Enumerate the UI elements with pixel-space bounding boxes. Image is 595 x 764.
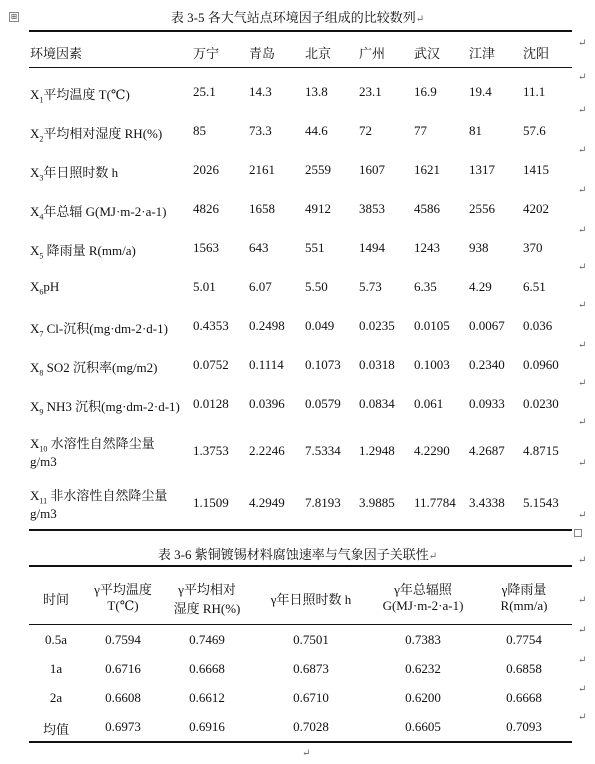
table1-cell: 5.1543: [523, 495, 559, 510]
label-subscript: 11: [39, 496, 48, 506]
table1-cell: 1658: [249, 201, 275, 216]
table2-cell: 0.6668: [189, 661, 225, 676]
table1-cell: 85: [193, 123, 206, 138]
table2-bottom-rule: [29, 741, 572, 743]
table1-header-cell: 江津: [469, 46, 496, 61]
paragraph-mark-icon: ↵: [578, 684, 587, 695]
table1-cell: 370: [523, 240, 543, 255]
table1-cell: 1.1509: [193, 495, 229, 510]
table2-header-cell: [474, 579, 574, 614]
table1-cell: 1.2948: [359, 443, 395, 458]
label-text: SO2 沉积率(mg/m2): [43, 360, 158, 375]
paragraph-mark-icon: ↵: [578, 72, 587, 83]
table2-cell: 0.7594: [105, 632, 141, 647]
table2-header-rule: [29, 624, 572, 625]
table1-row-label: [30, 201, 167, 222]
table1-cell: 11.7784: [414, 495, 456, 510]
label-text: 平均温度 T(℃): [43, 87, 130, 102]
table2-cell: 0.7093: [506, 719, 542, 734]
table1-cell: 4586: [414, 201, 440, 216]
paragraph-mark-icon: ↵: [578, 712, 587, 723]
label-prefix: X: [30, 360, 40, 375]
label-prefix: X: [30, 126, 40, 141]
label-prefix: X: [30, 436, 40, 451]
table1-cell: 4202: [523, 201, 549, 216]
label-text: pH: [43, 279, 60, 294]
header-line1: γ平均相对: [178, 582, 236, 597]
table2-cell: 0.6668: [506, 690, 542, 705]
table1-cell: 2559: [305, 162, 331, 177]
table1-cell: 4912: [305, 201, 331, 216]
paragraph-mark-icon: ↵: [578, 655, 587, 666]
table2-caption: [0, 544, 595, 563]
table1-cell: 7.8193: [305, 495, 341, 510]
table1-header-rule: [29, 67, 572, 68]
table2-cell: 0.6973: [105, 719, 141, 734]
table1-row-label: [30, 357, 158, 378]
table1-cell: 0.0128: [193, 396, 229, 411]
table1-cell: 0.061: [414, 396, 444, 411]
header-line1: γ年日照时数 h: [270, 592, 352, 607]
label-prefix: X: [30, 87, 40, 102]
table1-cell: 0.1003: [414, 357, 450, 372]
table1-cell: 2556: [469, 201, 495, 216]
table1-cell: 0.036: [523, 318, 553, 333]
table1-row-label: [30, 162, 118, 183]
table1-cell: 6.35: [414, 279, 437, 294]
table1-cell: 0.0960: [523, 357, 559, 372]
table2-header-cell: [261, 589, 361, 608]
paragraph-mark-icon: ↵: [578, 458, 587, 469]
table2-header-cell: [157, 579, 257, 617]
table1-cell: 0.0396: [249, 396, 285, 411]
table2-cell: 0.6608: [105, 690, 141, 705]
label-subscript: 8: [39, 368, 44, 378]
paragraph-mark-icon: ↵: [302, 748, 311, 759]
table1-cell: 57.6: [523, 123, 546, 138]
table1-cell: 2026: [193, 162, 219, 177]
table1-cell: 0.0067: [469, 318, 505, 333]
table1-row-label: [30, 123, 162, 144]
table1-bottom-rule: [29, 529, 572, 531]
table1-cell: 25.1: [193, 84, 216, 99]
paragraph-mark-icon: ↵: [578, 145, 587, 156]
table1-cell: 643: [249, 240, 269, 255]
header-line1: γ降雨量: [501, 582, 547, 597]
table2-cell: 0.6858: [506, 661, 542, 676]
label-subscript: 5: [39, 251, 44, 261]
label-subscript: 10: [39, 444, 48, 454]
table1-cell: 4.2687: [469, 443, 505, 458]
label-text: Cl-沉积(mg·dm-2·d-1): [43, 321, 168, 336]
table2-row-label: 均值: [42, 722, 69, 737]
paragraph-mark-icon: ↵: [578, 105, 587, 116]
table1-cell: 3.4338: [469, 495, 505, 510]
paragraph-mark-icon: ↵: [578, 595, 587, 606]
table1-cell: 1415: [523, 162, 549, 177]
table1-cell: 44.6: [305, 123, 328, 138]
table2-caption-text: 表 3-6 紫铜镀锡材料腐蚀速率与气象因子关联性: [157, 547, 429, 562]
label-prefix: X: [30, 204, 40, 219]
table1-row-label: [30, 433, 155, 470]
table1-top-rule: [29, 30, 572, 32]
paragraph-mark-icon: ↵: [578, 625, 587, 636]
table1-header-cell: 青岛: [249, 46, 276, 61]
label-text: 平均相对湿度 RH(%): [43, 126, 163, 141]
table1-cell: 72: [359, 123, 372, 138]
table1-cell: 1563: [193, 240, 219, 255]
paragraph-mark-icon: ↵: [578, 555, 587, 566]
table1-cell: 19.4: [469, 84, 492, 99]
label-text: 年总辐 G(MJ·m-2·a-1): [43, 204, 167, 219]
label-subscript: 6: [39, 287, 44, 297]
paragraph-mark-icon: ↵: [578, 225, 587, 236]
table1-cell: 77: [414, 123, 427, 138]
table1-cell: 5.73: [359, 279, 382, 294]
table1-cell: 81: [469, 123, 482, 138]
label-prefix: X: [30, 165, 40, 180]
table1-cell: 2.2246: [249, 443, 285, 458]
table2-cell: 0.6710: [293, 690, 329, 705]
table1-cell: 5.01: [193, 279, 216, 294]
header-line1: γ年总辐照: [394, 582, 452, 597]
label-text: 年日照时数 h: [43, 165, 119, 180]
table1-row-label: [30, 318, 168, 339]
table-resize-handle[interactable]: [574, 529, 582, 537]
label-unit: g/m3: [30, 453, 57, 469]
table2-cell: 0.6716: [105, 661, 141, 676]
table1-caption: [0, 7, 595, 26]
table1-cell: 14.3: [249, 84, 272, 99]
label-subscript: 3: [39, 173, 44, 183]
table1-cell: 0.0834: [359, 396, 395, 411]
label-prefix: X: [30, 321, 40, 336]
table2-cell: 0.6605: [405, 719, 441, 734]
table1-row-label: [30, 485, 167, 522]
table1-cell: 0.0230: [523, 396, 559, 411]
table1-cell: 4.2949: [249, 495, 285, 510]
header-line2: T(℃): [107, 598, 139, 613]
table1-cell: 6.07: [249, 279, 272, 294]
table-anchor-icon[interactable]: ⊞: [10, 12, 18, 21]
header-line1: 时间: [42, 592, 69, 607]
table1-cell: 3.9885: [359, 495, 395, 510]
table1-header-cell: 北京: [305, 46, 332, 61]
table1-row-label: [30, 279, 59, 297]
table1-cell: 1317: [469, 162, 495, 177]
table1-cell: 0.0933: [469, 396, 505, 411]
table2-cell: 0.7501: [293, 632, 329, 647]
table2-cell: 0.6916: [189, 719, 225, 734]
table1-cell: 1621: [414, 162, 440, 177]
table2-cell: 0.6232: [405, 661, 441, 676]
table1-header-cell: 环境因素: [30, 46, 83, 61]
label-unit: g/m3: [30, 505, 57, 521]
label-prefix: X: [30, 279, 40, 294]
table1-cell: 1607: [359, 162, 385, 177]
label-subscript: 4: [39, 212, 44, 222]
table1-cell: 4826: [193, 201, 219, 216]
table1-header-cell: 万宁: [193, 46, 220, 61]
paragraph-mark-icon: ↵: [428, 551, 438, 562]
label-text: NH3 沉积(mg·dm-2·d-1): [43, 399, 180, 414]
table1-cell: 5.50: [305, 279, 328, 294]
paragraph-mark-icon: ↵: [415, 14, 425, 25]
table1-row-label: [30, 84, 130, 105]
table1-row-label: [30, 240, 136, 261]
label-subscript: 9: [39, 407, 44, 417]
table1-cell: 73.3: [249, 123, 272, 138]
paragraph-mark-icon: ↵: [578, 262, 587, 273]
table1-cell: 3853: [359, 201, 385, 216]
table1-cell: 0.4353: [193, 318, 229, 333]
table2-row-label: 2a: [49, 690, 63, 705]
table1-header-cell: 沈阳: [523, 46, 550, 61]
table1-cell: 938: [469, 240, 489, 255]
table2-cell: 0.6873: [293, 661, 329, 676]
table1-caption-text: 表 3-5 各大气站点环境因子组成的比较数列: [170, 10, 416, 25]
table1-cell: 0.1073: [305, 357, 341, 372]
label-subscript: 7: [39, 329, 44, 339]
table1-cell: 1243: [414, 240, 440, 255]
table1-cell: 0.0105: [414, 318, 450, 333]
table1-cell: 551: [305, 240, 325, 255]
table2-cell: 0.7754: [506, 632, 542, 647]
table1-header-cell: 武汉: [414, 46, 441, 61]
table1-cell: 2161: [249, 162, 275, 177]
table1-cell: 0.2340: [469, 357, 505, 372]
table2-cell: 0.7028: [293, 719, 329, 734]
table1-cell: 11.1: [523, 84, 546, 99]
header-line1: γ平均温度: [94, 582, 152, 597]
paragraph-mark-icon: ↵: [578, 185, 587, 196]
label-subscript: 1: [39, 95, 44, 105]
table2-top-rule: [29, 565, 572, 567]
header-line2: 湿度 RH(%): [173, 601, 241, 616]
label-text: 降雨量 R(mm/a): [43, 243, 136, 258]
table1-cell: 0.2498: [249, 318, 285, 333]
label-prefix: X: [30, 399, 40, 414]
paragraph-mark-icon: ↵: [578, 38, 587, 49]
table1-cell: 4.8715: [523, 443, 559, 458]
label-text: 非水溶性自然降尘量: [47, 488, 168, 503]
table2-cell: 0.6612: [189, 690, 225, 705]
table1-cell: 4.2290: [414, 443, 450, 458]
table1-cell: 13.8: [305, 84, 328, 99]
header-line2: G(MJ·m-2·a-1): [382, 598, 464, 613]
table2-cell: 0.7383: [405, 632, 441, 647]
table1-header-cell: 广州: [359, 46, 386, 61]
table1-cell: 0.0579: [305, 396, 341, 411]
label-prefix: X: [30, 488, 40, 503]
paragraph-mark-icon: ↵: [578, 300, 587, 311]
table1-cell: 1494: [359, 240, 385, 255]
table2-header-cell: [373, 579, 473, 614]
paragraph-mark-icon: ↵: [578, 378, 587, 389]
label-prefix: X: [30, 243, 40, 258]
table1-row-label: [30, 396, 180, 417]
table1-cell: 0.049: [305, 318, 335, 333]
paragraph-mark-icon: ↵: [578, 340, 587, 351]
table2-cell: 0.6200: [405, 690, 441, 705]
table1-cell: 0.1114: [249, 357, 284, 372]
paragraph-mark-icon: ↵: [578, 510, 587, 521]
header-line2: R(mm/a): [500, 598, 548, 613]
table1-cell: 0.0752: [193, 357, 229, 372]
table1-cell: 4.29: [469, 279, 492, 294]
table1-cell: 0.0235: [359, 318, 395, 333]
table1-cell: 1.3753: [193, 443, 229, 458]
table2-row-label: 1a: [49, 661, 63, 676]
table2-row-label: 0.5a: [44, 632, 68, 647]
table1-cell: 23.1: [359, 84, 382, 99]
label-text: 水溶性自然降尘量: [47, 436, 155, 451]
label-subscript: 2: [39, 134, 44, 144]
table1-cell: 0.0318: [359, 357, 395, 372]
table1-cell: 16.9: [414, 84, 437, 99]
paragraph-mark-icon: ↵: [578, 417, 587, 428]
table2-cell: 0.7469: [189, 632, 225, 647]
table1-cell: 6.51: [523, 279, 546, 294]
table1-cell: 7.5334: [305, 443, 341, 458]
